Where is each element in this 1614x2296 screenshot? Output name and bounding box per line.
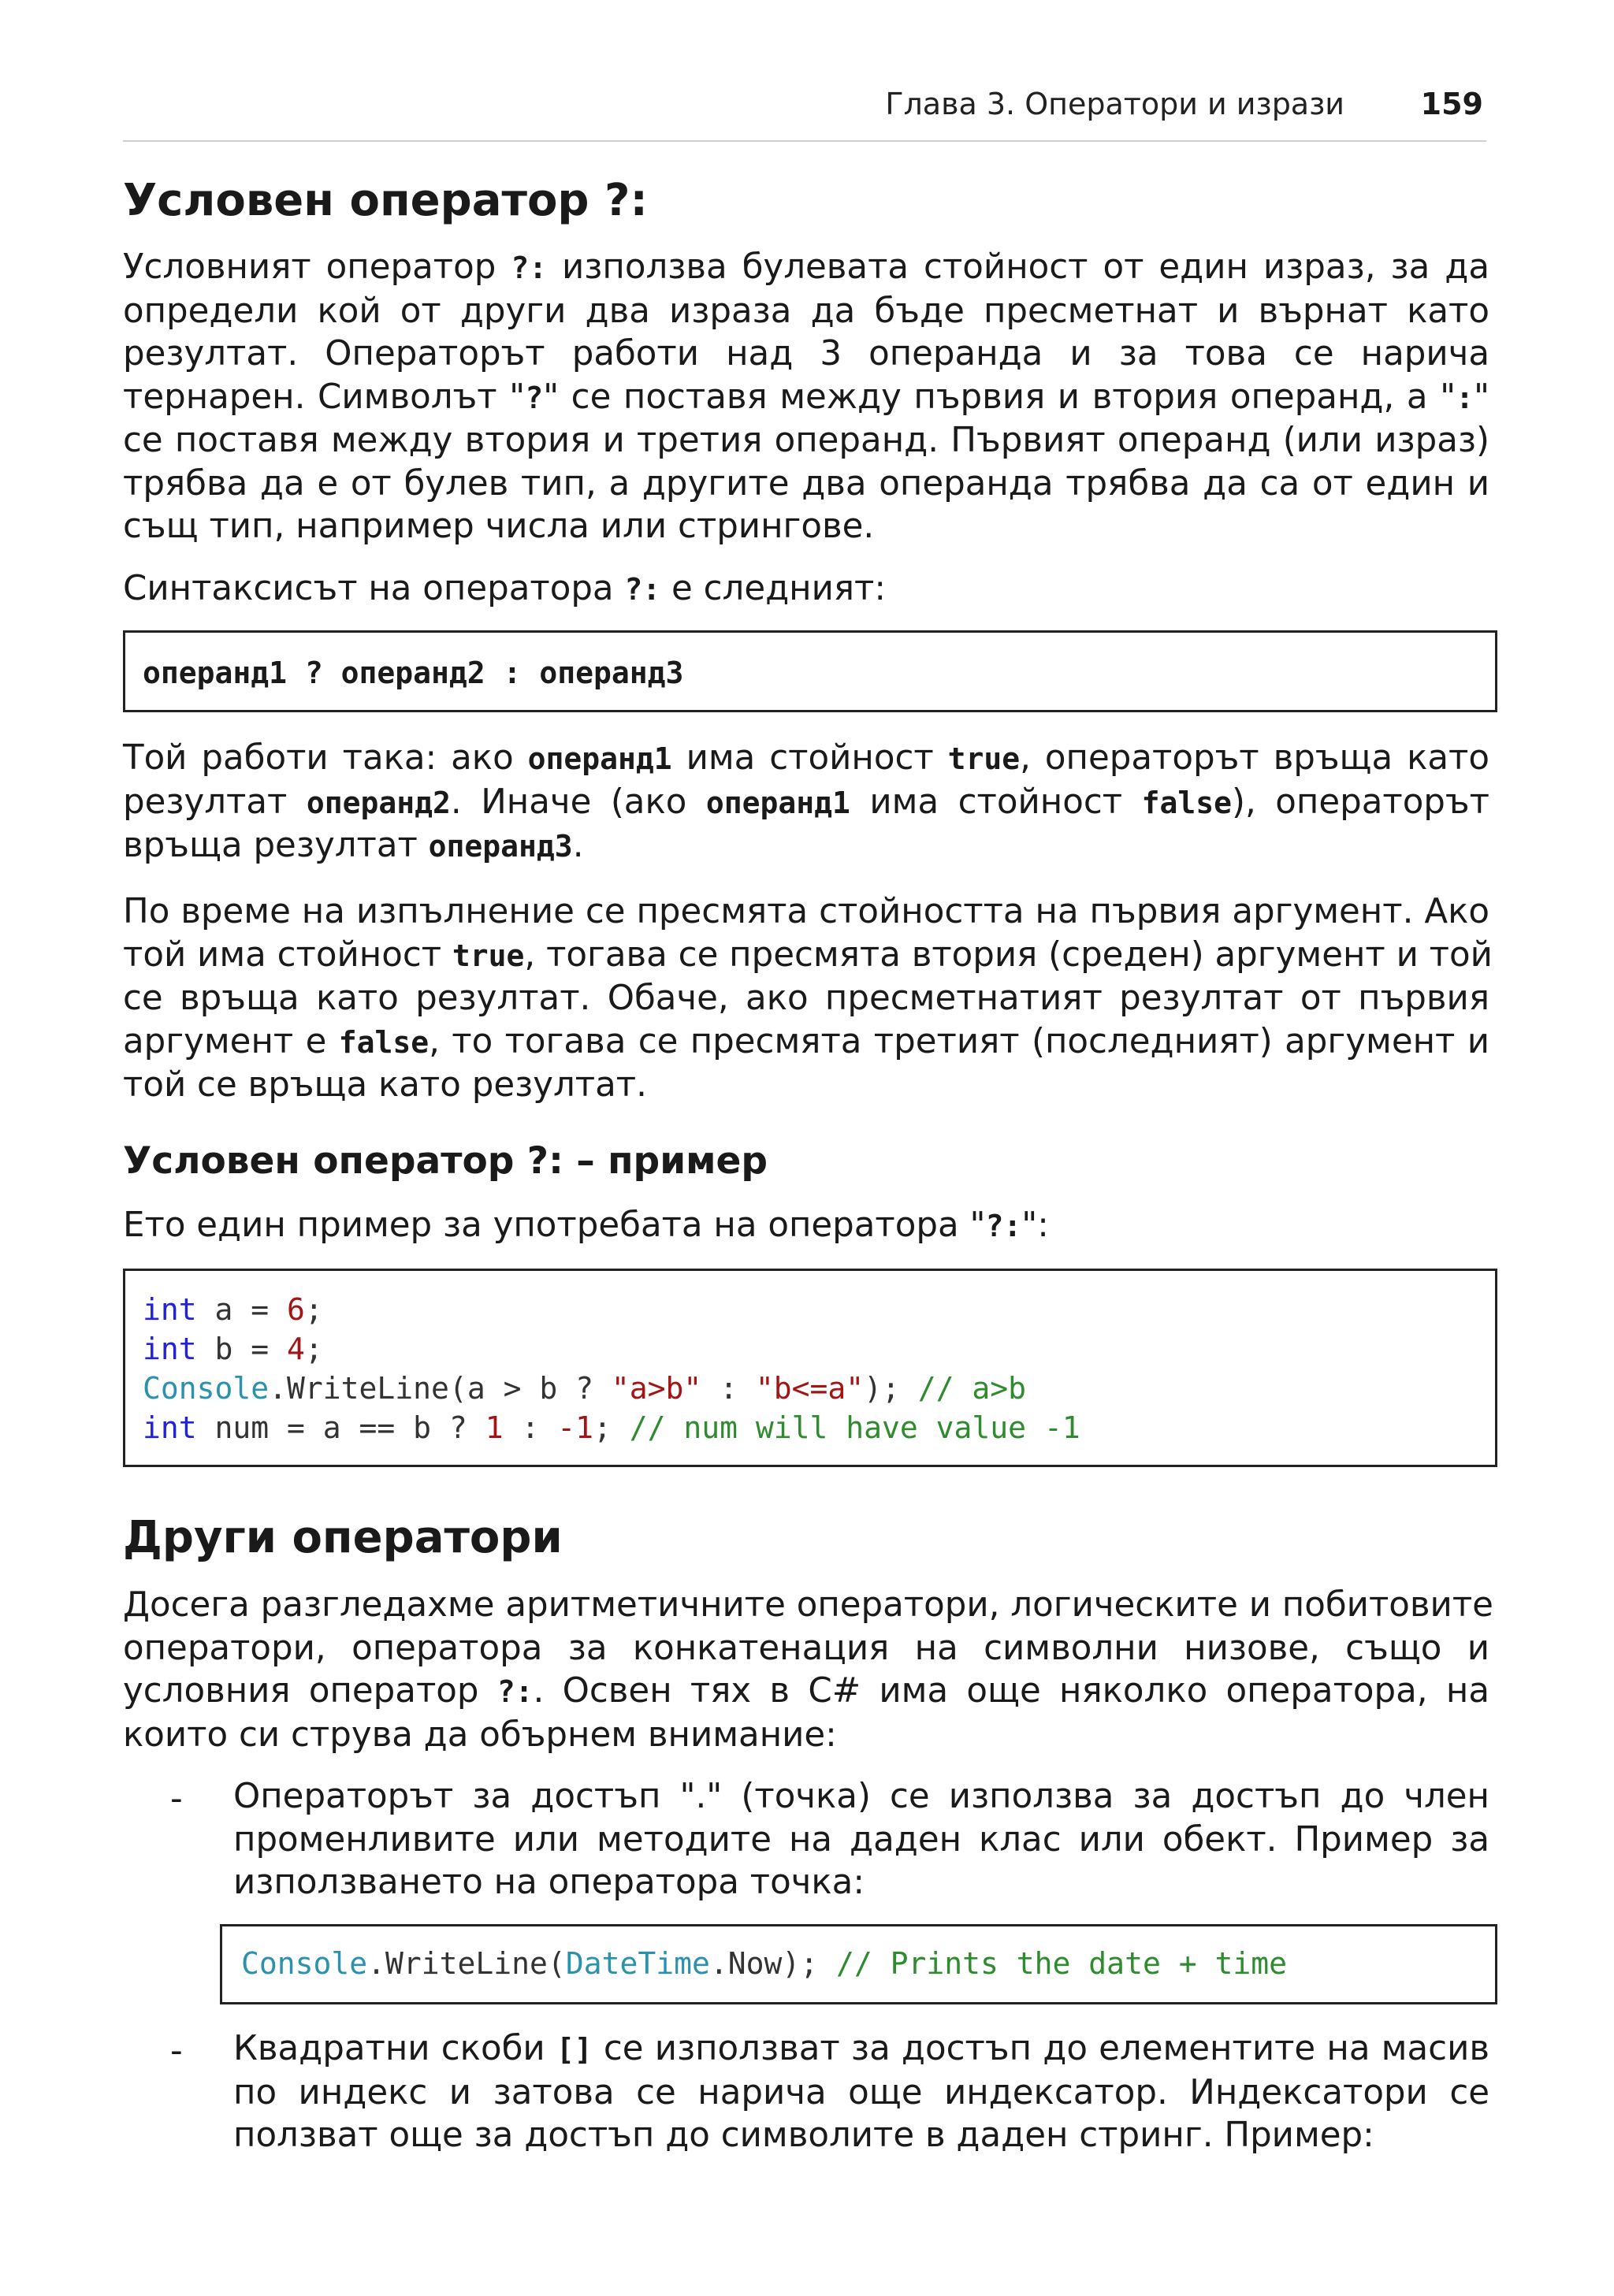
inline-code: операнд1 xyxy=(527,741,672,776)
text-run: определи кой от други два израза да бъде пресметнат и върнат като xyxy=(123,291,1489,331)
code-token: a = xyxy=(196,1292,288,1327)
code-token: ; xyxy=(593,1410,630,1445)
text-run: които си струва да обърнем внимание: xyxy=(123,1715,837,1755)
text-line xyxy=(123,463,1489,506)
text-line xyxy=(123,890,1489,934)
text-run: променливите или методите на даден клас или обект. Пример за xyxy=(233,1819,1489,1859)
text-run: Той работи така: ако xyxy=(123,738,528,778)
code-token: 4 xyxy=(287,1332,305,1366)
syntax-code-box xyxy=(123,630,1497,712)
text-run: се връща като резултат. Обаче, ако пресметнатият резултат от първия xyxy=(123,979,1489,1018)
code-token: b = xyxy=(196,1332,288,1366)
code-token: ); xyxy=(864,1371,918,1406)
text-run: е следният: xyxy=(660,569,887,608)
text-line xyxy=(123,1204,1489,1248)
inline-code: ?: xyxy=(985,1209,1022,1243)
code-token: Console xyxy=(241,1946,368,1981)
code-token: int xyxy=(143,1410,197,1445)
text-run: . xyxy=(572,826,584,865)
code-token: Console xyxy=(143,1371,270,1406)
code-token: : xyxy=(701,1371,756,1406)
bullet-brackets-operator xyxy=(233,2027,1489,2157)
text-line xyxy=(233,1861,1489,1904)
page-number: 159 xyxy=(1420,87,1483,121)
section-heading-other-operators: Други оператори xyxy=(123,1512,563,1563)
text-run: връща резултат xyxy=(123,826,429,865)
code-token: num = a == b ? xyxy=(196,1410,485,1445)
text-run: Операторът за достъп "." (точка) се използва за достъп до член xyxy=(233,1777,1489,1816)
text-run: ), операторът xyxy=(1231,782,1489,822)
code-line xyxy=(241,1944,1495,1983)
code-token: 1 xyxy=(485,1410,504,1445)
inline-code: false xyxy=(1141,785,1232,820)
inline-code: [] xyxy=(556,2032,593,2067)
dot-operator-code-box xyxy=(220,1924,1497,2004)
text-line xyxy=(123,246,1489,290)
code-token: ; xyxy=(304,1332,323,1366)
text-run: използва булевата стойност от един израз, за да xyxy=(547,247,1489,287)
syntax-code-line: операнд1 ? операнд2 : операнд3 xyxy=(143,656,684,690)
text-run: тернарен. Символът " xyxy=(123,377,526,417)
text-run: използването на оператора точка: xyxy=(233,1863,865,1902)
code-token: // a>b xyxy=(917,1371,1027,1406)
paragraph-other-operators-intro xyxy=(123,1584,1493,1756)
text-line xyxy=(123,1020,1489,1064)
chapter-title: Глава 3. Оператори и изрази xyxy=(885,87,1344,121)
text-run: резултат. Операторът работи над 3 операнда и за това се нарича xyxy=(123,334,1489,373)
paragraph-conditional-intro xyxy=(123,246,1489,548)
inline-code: : xyxy=(1456,380,1474,415)
text-run: , то тогава се пресмята третият (последният) аргумент и xyxy=(429,1021,1489,1061)
inline-code: операнд3 xyxy=(428,829,573,864)
text-run: се използват за достъп до елементите на масив xyxy=(592,2029,1489,2068)
text-line xyxy=(123,781,1489,825)
paragraph-example-intro xyxy=(123,1204,1489,1248)
text-run: По време на изпълнение се пресмята стойността на първия аргумент. Ако xyxy=(123,892,1489,931)
text-run: ": xyxy=(1021,1206,1049,1245)
text-line xyxy=(233,2071,1489,2115)
text-run: Условният оператор xyxy=(123,247,511,287)
paragraph-how-it-works xyxy=(123,737,1489,868)
page-header xyxy=(123,85,1486,142)
bullet-dot-operator xyxy=(233,1775,1489,1904)
section-heading-conditional-operator: Условен оператор ?: xyxy=(123,175,648,226)
text-run: той се връща като резултат. xyxy=(123,1065,647,1105)
text-run: има стойност xyxy=(850,782,1142,822)
code-token: DateTime xyxy=(565,1946,710,1981)
text-run: . Освен тях в C# има още няколко оператора, на xyxy=(533,1671,1489,1711)
paragraph-syntax-intro xyxy=(123,567,1489,611)
text-line xyxy=(233,2027,1489,2071)
code-line xyxy=(143,1369,1495,1408)
code-token: int xyxy=(143,1332,197,1366)
text-run: , тогава се пресмята втория (среден) аргумент и той xyxy=(524,934,1493,975)
bullet-marker-2: - xyxy=(170,2031,183,2071)
text-line xyxy=(123,1064,1489,1107)
text-run: условния оператор xyxy=(123,1671,497,1711)
text-run: " xyxy=(1473,377,1489,417)
code-token: ; xyxy=(304,1292,323,1327)
text-line xyxy=(123,977,1489,1020)
text-run: Синтаксисът на оператора xyxy=(123,569,625,608)
text-run: трябва да е от булев тип, а другите два операнда трябва да са от един и xyxy=(123,463,1489,503)
text-line xyxy=(233,1775,1489,1819)
text-line xyxy=(233,1819,1489,1862)
text-line xyxy=(123,1714,1489,1757)
text-run: " се поставя между първия и втория операнд, а " xyxy=(543,377,1456,417)
text-run: Досега разгледахме аритметичните оператори, логическите и побитовите xyxy=(123,1585,1493,1625)
text-run: се поставя между втория и третия операнд. Първият операнд (или израз) xyxy=(123,421,1489,460)
text-run: по индекс и затова се нарича още индексатор. Индексатори се xyxy=(233,2072,1489,2112)
code-line xyxy=(143,1408,1495,1447)
inline-code: true xyxy=(947,741,1021,776)
text-run: аргумент е xyxy=(123,1021,339,1061)
text-line xyxy=(123,1584,1493,1627)
subsection-heading-example: Условен оператор ?: – пример xyxy=(123,1139,768,1183)
text-run: същ тип, например числа или стрингове. xyxy=(123,507,875,546)
text-line xyxy=(123,290,1489,333)
text-line xyxy=(123,333,1489,376)
code-token: // Prints the date + time xyxy=(836,1946,1287,1981)
code-token: : xyxy=(503,1410,558,1445)
code-token: 6 xyxy=(287,1292,305,1327)
text-run: оператори, оператора за конкатенация на символни низове, също и xyxy=(123,1628,1489,1668)
inline-code: операнд1 xyxy=(705,785,850,820)
text-line xyxy=(123,934,1493,978)
code-line xyxy=(143,1329,1495,1369)
code-line xyxy=(143,1290,1495,1329)
paragraph-runtime-evaluation xyxy=(123,890,1493,1107)
inline-code: false xyxy=(338,1024,430,1060)
text-line xyxy=(123,505,1489,548)
text-line xyxy=(123,567,1489,611)
code-token: // num will have value -1 xyxy=(629,1410,1080,1445)
inline-code: ?: xyxy=(624,572,661,607)
inline-code: ?: xyxy=(511,251,548,285)
text-run: има стойност xyxy=(671,738,948,778)
code-token: "a>b" xyxy=(611,1371,702,1406)
text-run: ползват още за достъп до символите в даден стринг. Пример: xyxy=(233,2116,1374,2155)
code-token: -1 xyxy=(557,1410,593,1445)
code-token: .Now); xyxy=(709,1946,837,1981)
code-token: .WriteLine( xyxy=(367,1946,566,1981)
text-line xyxy=(123,1627,1489,1670)
text-line xyxy=(123,419,1489,463)
inline-code: ?: xyxy=(496,1674,534,1709)
text-line xyxy=(123,376,1489,420)
text-line xyxy=(123,824,1489,868)
text-run: Ето един пример за употребата на оператора " xyxy=(123,1206,986,1245)
text-run: Квадратни скоби xyxy=(233,2029,556,2068)
inline-code: ? xyxy=(525,380,544,415)
code-token: int xyxy=(143,1292,197,1327)
bullet-marker-1: - xyxy=(170,1779,183,1819)
code-token: "b<=a" xyxy=(755,1371,865,1406)
inline-code: операнд2 xyxy=(306,785,451,820)
text-run: той има стойност xyxy=(123,934,452,975)
text-run: , операторът връща като xyxy=(1020,738,1489,778)
text-line xyxy=(123,737,1489,781)
inline-code: true xyxy=(452,938,525,973)
text-run: резултат xyxy=(123,782,307,822)
text-run: . Иначе (ако xyxy=(450,782,706,822)
text-line xyxy=(233,2114,1489,2157)
example-code-box xyxy=(123,1269,1497,1467)
text-line xyxy=(123,1670,1489,1714)
code-token: .WriteLine(a > b ? xyxy=(269,1371,612,1406)
